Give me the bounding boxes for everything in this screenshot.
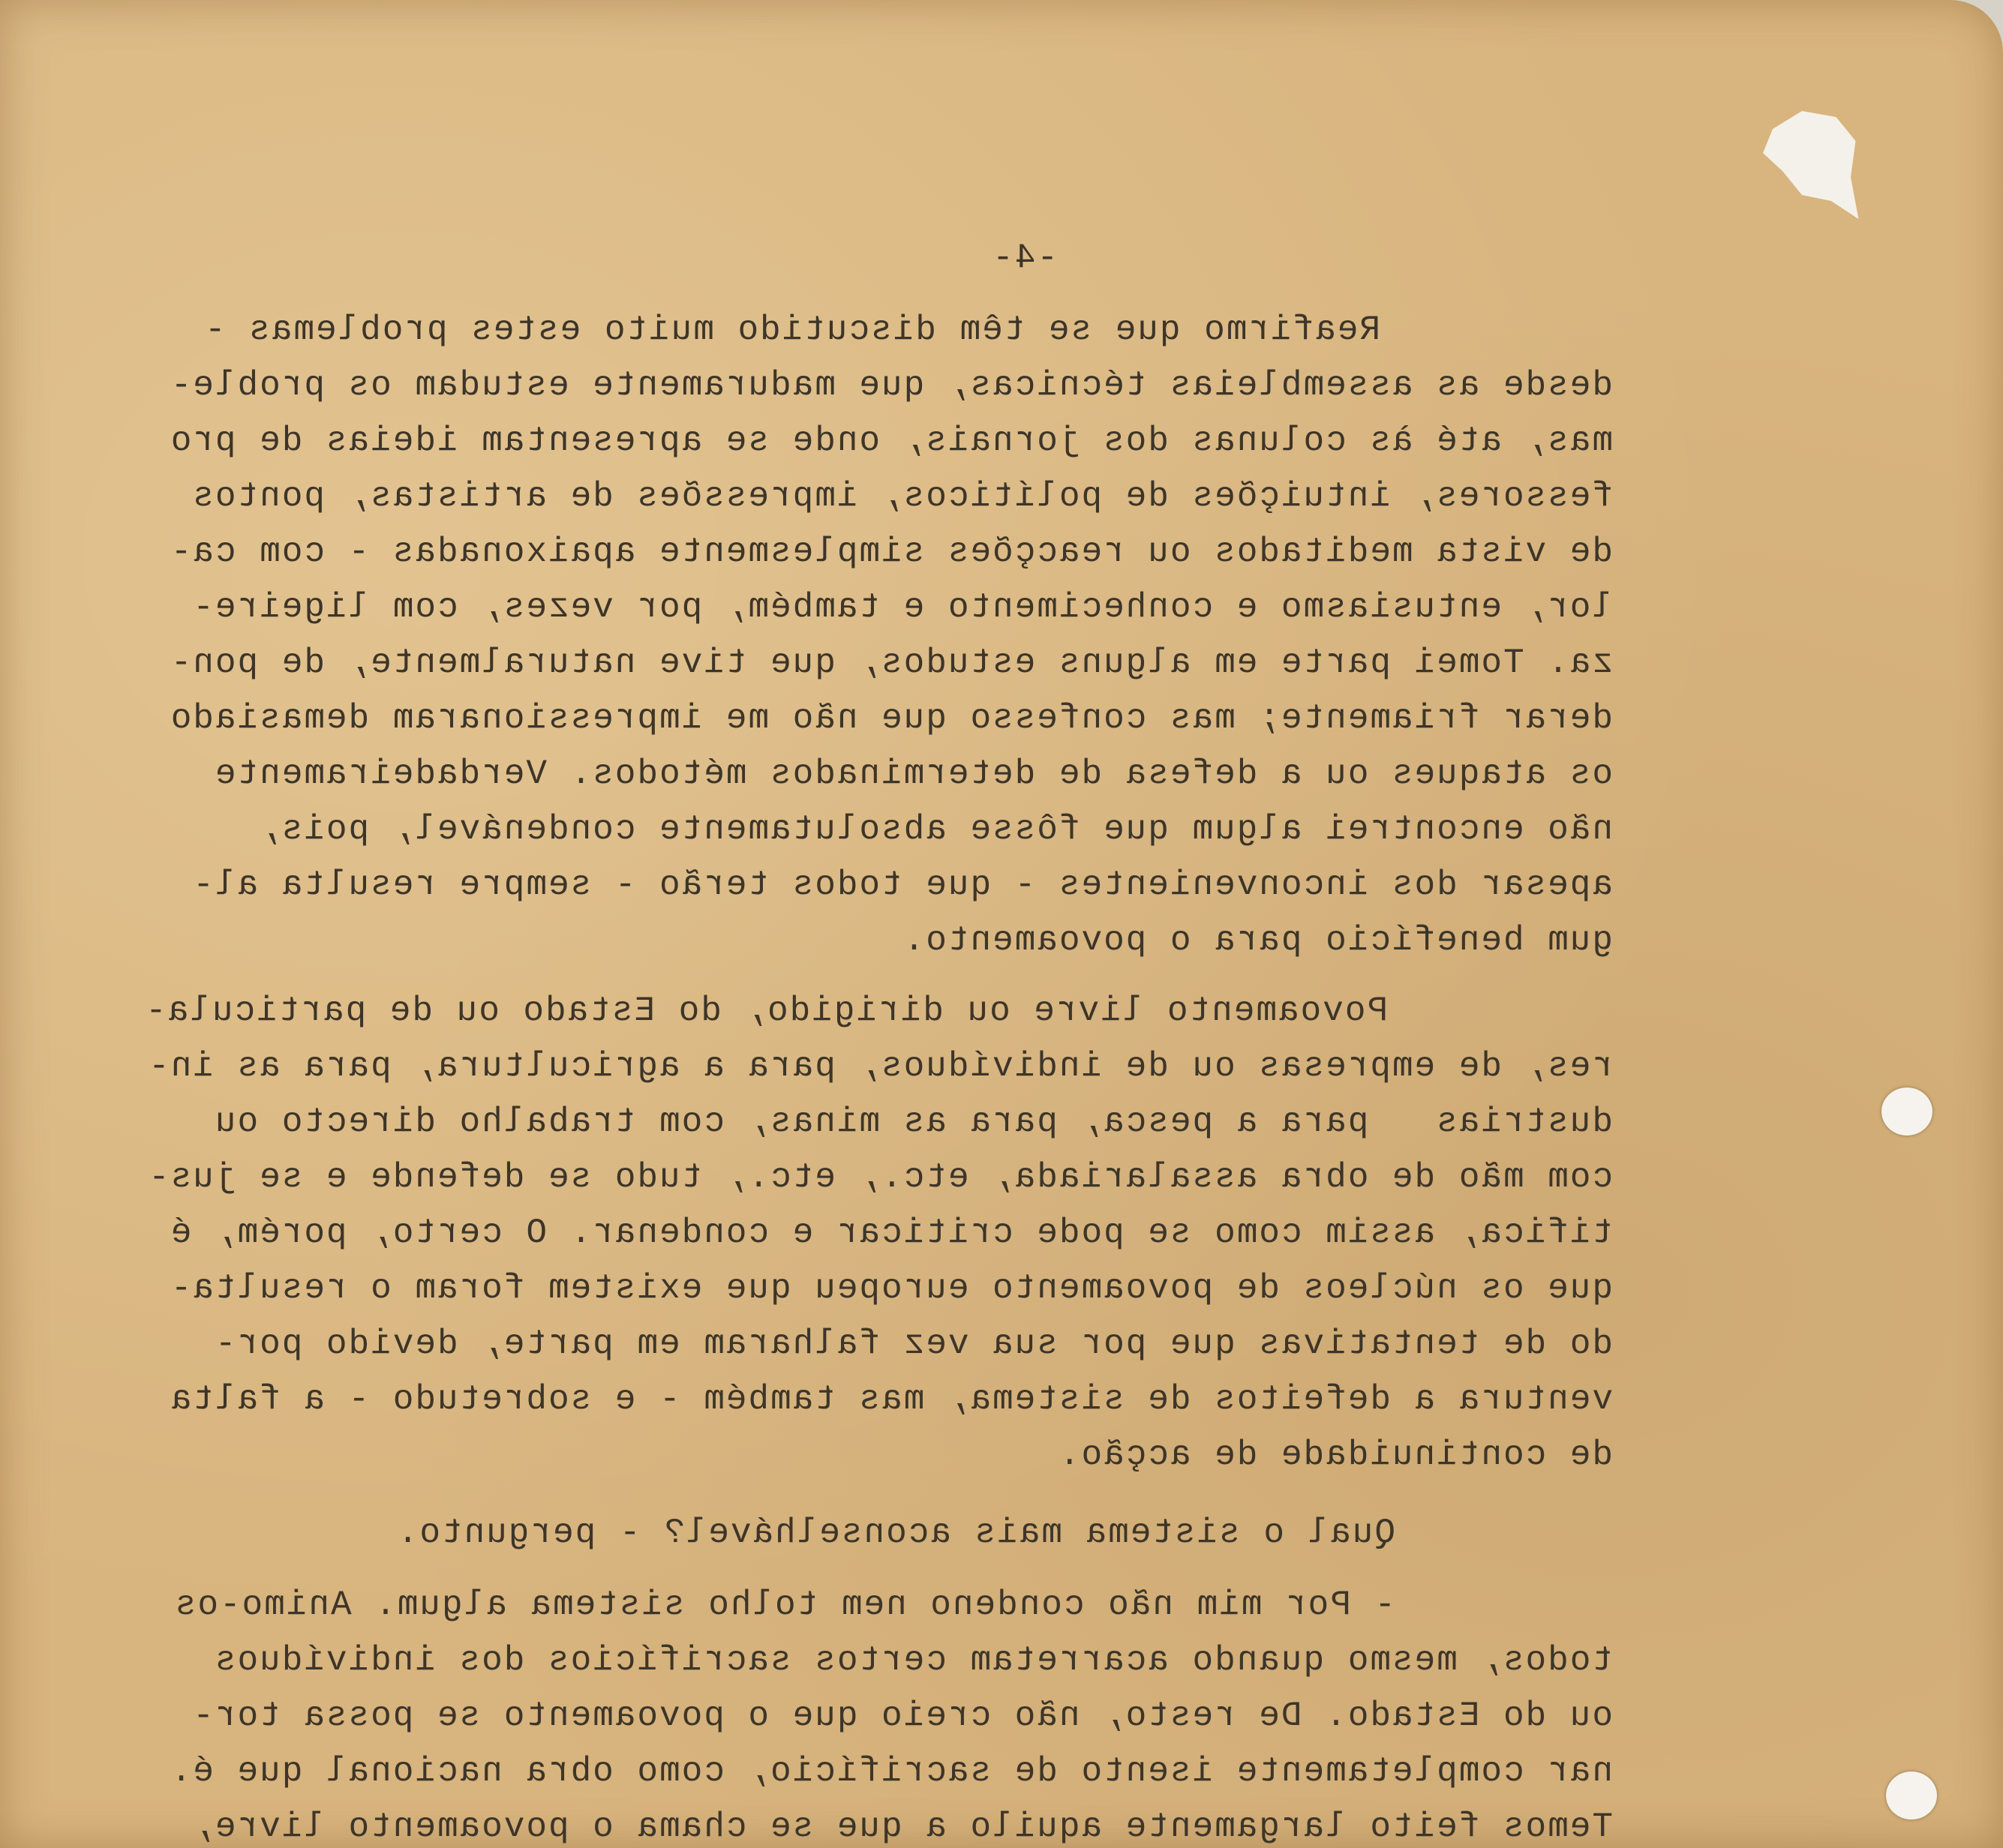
page-number: -4- [991, 238, 1058, 278]
text-line: dustrias para a pesca, para as minas, com trabalho directo ou [213, 1102, 1613, 1142]
text-line: za. Tomei parte em alguns estudos, que tive naturalmente, de pon- [169, 644, 1613, 682]
text-line: Povoamento livre ou dirigido, do Estado ou de particula- [144, 992, 1388, 1030]
text-line: apesar dos inconvenientes - que todos terão - sempre resulta al- [191, 866, 1613, 904]
text-line: Reafirmo que se têm discutido muito estes problemas - [203, 310, 1380, 350]
text-line: não encontrei algum que fôsse absolutamente condenável, pois, [258, 810, 1613, 849]
text-line: Temos feito largamente aquilo a que se chama o povoamento livre, [191, 1808, 1613, 1846]
text-line: desde as assembleias técnicas, que maduramente estudam os proble- [169, 366, 1613, 405]
text-line: de continuidade de acção. [1057, 1436, 1613, 1474]
text-line: derar friamente; mas confesso que não me impressionaram demasiado [169, 699, 1613, 738]
text-line: que os núcleos de povoamento europeu que existem foram o resulta- [169, 1269, 1613, 1308]
text-line: mas, até às colunas dos jornais, onde se apresentam ideias de pro [169, 422, 1613, 460]
text-line: res, de empresas ou de indivíduos, para a agricultura, para as in- [147, 1047, 1613, 1086]
text-line: fessores, intuições de políticos, impressões de artistas, pontos [191, 477, 1613, 516]
text-line: nar completamente isento de sacrifício, como obra nacional que é. [169, 1752, 1613, 1791]
text-line: - Por mim não condeno nem tolho sistema algum. Animo-os [173, 1586, 1395, 1624]
text-line: todos, mesmo quando acarretam certos sacrifícios dos indivíduos [213, 1641, 1613, 1680]
text-line: gum benefício para o povoamento. [902, 921, 1613, 960]
text-line: Qual o sistema mais aconselhável? - pergunto. [395, 1514, 1395, 1552]
text-line: tifica, assim como se pode criticar e condenar. O certo, porém, é [169, 1214, 1613, 1252]
text-line: ou do Estado. De resto, não creio que o povoamento se possa tor- [191, 1696, 1613, 1736]
text-line: de vista meditados ou reacções simplesmente apaixonadas - com ca- [169, 532, 1613, 572]
text-line: ventura a defeitos de sistema, mas também - e sobretudo - a falta [169, 1380, 1613, 1419]
text-line: os ataques ou a defesa de determinados métodos. Verdadeiramente [213, 754, 1613, 794]
text-line: com mão de obra assalariada, etc., etc., tudo se defende e se jus- [147, 1158, 1613, 1197]
text-line: lor, entusiasmo e conhecimento e também, por vezes, com ligeire- [191, 588, 1613, 627]
text-line: do de tentativas que por sua vez falharam em parte, devido por- [213, 1324, 1613, 1364]
